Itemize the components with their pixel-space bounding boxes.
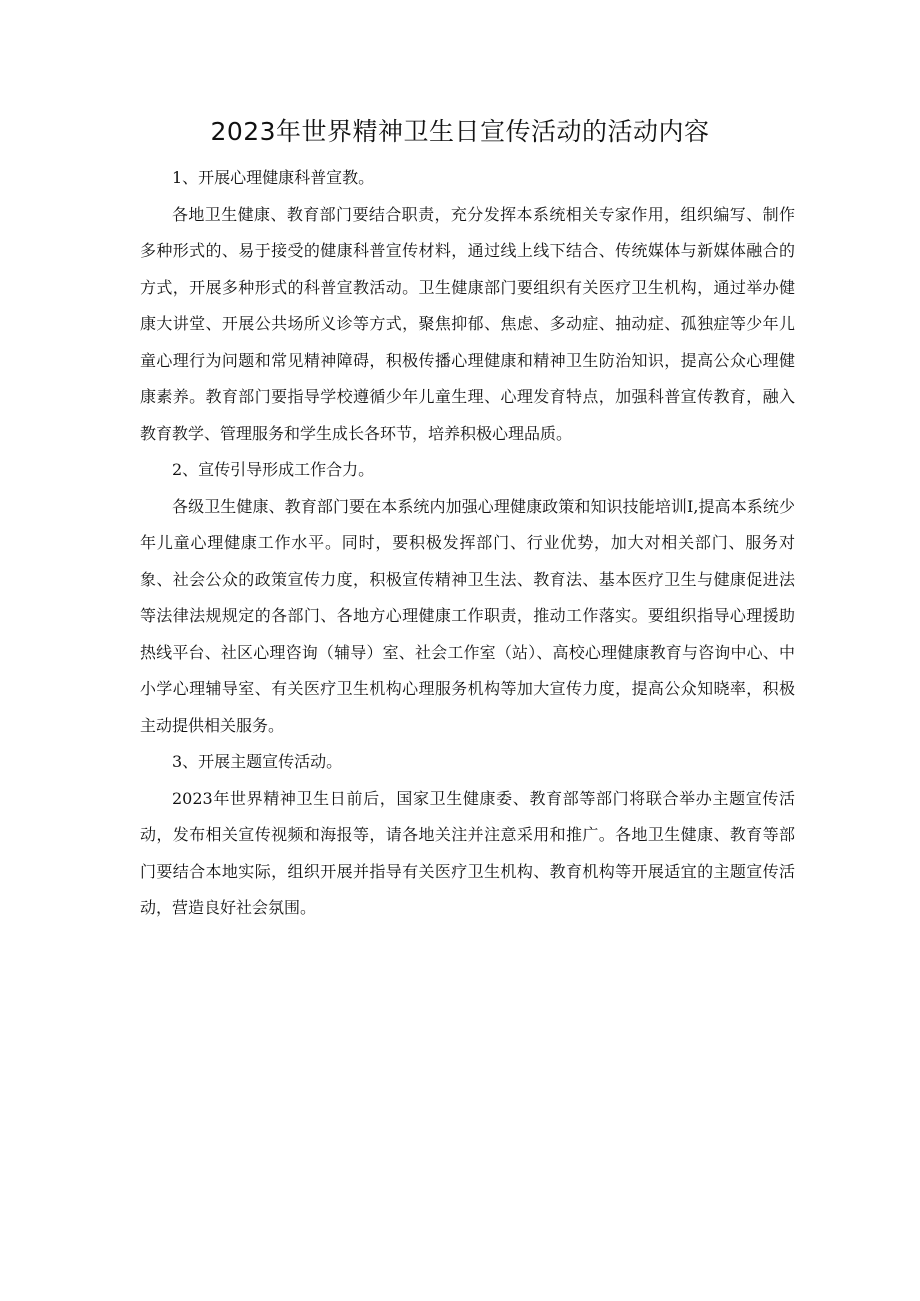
section-1-heading: 1、开展心理健康科普宣教。	[172, 168, 375, 187]
document-body	[140, 160, 795, 927]
section-1-paragraph: 各地卫生健康、教育部门要结合职责，充分发挥本系统相关专家作用，组织编写、制作多种形式的、易于接受的健康科普宣传材料，通过线上线下结合、传统媒体与新媒体融合的方式，开展多种形式的科普宣教活动。卫生健康部门要组织有关医疗卫生机构，通过举办健康大讲堂、开展公共场所义诊等方式，聚焦抑郁、焦虑、多动症、抽动症、孤独症等少年儿童心理行为问题和常见精神障碍，积极传播心理健康和精神卫生防治知识，提高公众心理健康素养。教育部门要指导学校遵循少年儿童生理、心理发育特点，加强科普宣传教育，融入教育教学、管理服务和学生成长各环节，培养积极心理品质。	[140, 204, 795, 443]
section-3-paragraph: 2023年世界精神卫生日前后，国家卫生健康委、教育部等部门将联合举办主题宣传活动，发布相关宣传视频和海报等，请各地关注并注意采用和推广。各地卫生健康、教育等部门要结合本地实际，组织开展并指导有关医疗卫生机构、教育机构等开展适宜的主题宣传活动，营造良好社会氛围。	[140, 788, 795, 917]
section-2-heading: 2、宣传引导形成工作合力。	[172, 460, 375, 479]
document-title: 2023年世界精神卫生日宣传活动的活动内容	[210, 117, 710, 146]
section-3-heading: 3、开展主题宣传活动。	[172, 752, 343, 771]
section-2-paragraph: 各级卫生健康、教育部门要在本系统内加强心理健康政策和知识技能培训I,提高本系统少年儿童心理健康工作水平。同时，要积极发挥部门、行业优势，加大对相关部门、服务对象、社会公众的政策宣传力度，积极宣传精神卫生法、教育法、基本医疗卫生与健康促进法等法律法规规定的各部门、各地方心理健康工作职责，推动工作落实。要组织指导心理援助热线平台、社区心理咨询（辅导）室、社会工作室（站）、高校心理健康教育与咨询中心、中小学心理辅导室、有关医疗卫生机构心理服务机构等加大宣传力度，提高公众知晓率，积极主动提供相关服务。	[140, 496, 795, 735]
